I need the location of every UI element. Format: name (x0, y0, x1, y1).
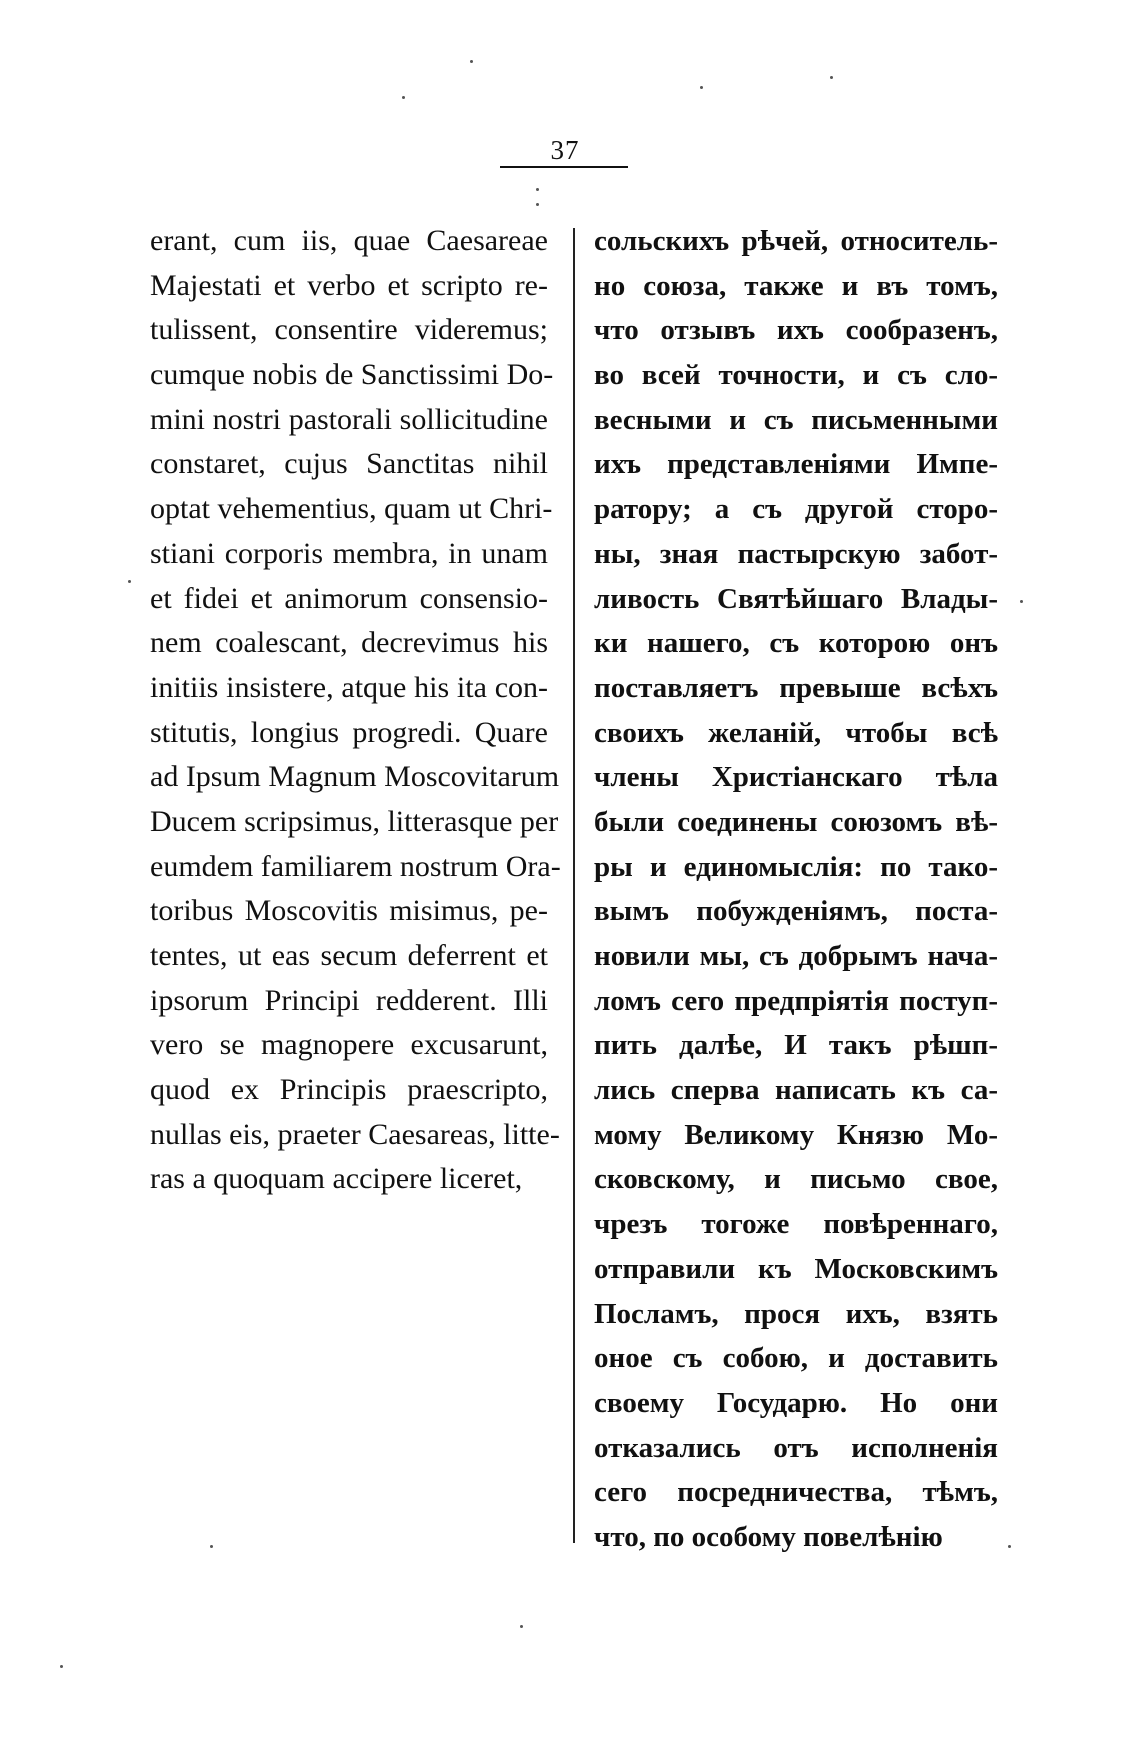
russian-text-line: ливость Святѣйшаго Влады- (594, 582, 998, 615)
russian-text-line: чрезъ тогоже повѣреннаго, (594, 1208, 998, 1241)
russian-text-line: ихъ представленіями Импе- (594, 448, 998, 481)
russian-text-line: пить далѣе, И такъ рѣшп- (594, 1029, 998, 1062)
russian-text-line: сольскихъ рѣчей, относитель- (594, 225, 998, 257)
russian-text-line: вымъ побужденіямъ, поста- (594, 895, 998, 928)
latin-text-line: tulissent, consentire videremus; (150, 313, 548, 347)
latin-text-line: constaret, cujus Sanctitas nihil (150, 447, 548, 481)
russian-text-line: Посламъ, прося ихъ, взять (594, 1297, 998, 1330)
russian-column (594, 219, 998, 1560)
russian-text-line: члены Христіанскаго тѣла (594, 761, 998, 794)
latin-text-line: tentes, ut eas secum deferrent et (150, 939, 548, 972)
russian-text-line: отправили къ Московскимъ (594, 1252, 998, 1285)
russian-text-line: ломъ сего предпріятія поступ- (594, 984, 998, 1017)
latin-text-line: mini nostri pastorali sollicitudine (150, 402, 548, 436)
latin-text-line: stitutis, longius progredi. Quare (150, 715, 548, 749)
latin-text-line: ipsorum Principi redderent. Illi (150, 983, 548, 1017)
russian-text-line: весными и съ письменными (594, 403, 998, 436)
russian-text-line: были соединены союзомъ вѣ- (594, 805, 998, 838)
latin-text-line: ras a quoquam accipere liceret, (150, 1162, 523, 1196)
header-rule (500, 166, 628, 168)
russian-text-line: оное съ собою, и доставить (594, 1342, 998, 1375)
page-number: 37 (550, 135, 580, 165)
latin-text-line: nullas eis, praeter Caesareas, litte- (150, 1117, 560, 1151)
russian-text-line: новили мы, съ добрымъ нача- (594, 940, 998, 972)
russian-text-line: что, по особому повелѣнію (594, 1520, 943, 1553)
russian-text-line: своихъ желаній, чтобы всѣ (594, 716, 998, 749)
latin-text-line: ad Ipsum Magnum Moscovitarum (150, 760, 560, 794)
latin-text-line: cumque nobis de Sanctissimi Do- (150, 358, 554, 392)
latin-text-line: Majestati et verbo et scripto re- (150, 268, 548, 302)
russian-text-line: лись сперва написать къ са- (594, 1074, 998, 1107)
russian-text-line: поставляетъ превыше всѣхъ (594, 671, 998, 704)
latin-text-line: nem coalescant, decrevimus his (150, 626, 548, 660)
russian-text-line: что отзывъ ихъ сообразенъ, (594, 314, 998, 347)
russian-text-line: но союза, также и въ томъ, (594, 269, 998, 302)
latin-text-line: erant, cum iis, quae Caesareae (150, 224, 548, 257)
latin-text-line: stiani corporis membra, in unam (150, 536, 548, 570)
latin-text-line: optat vehementius, quam ut Chri- (150, 492, 553, 526)
latin-text-line: eumdem familiarem nostrum Ora- (150, 849, 561, 883)
russian-text-line: ратору; а съ другой сторо- (594, 493, 998, 526)
russian-text-line: отказались отъ исполненія (594, 1431, 998, 1464)
latin-text-line: et fidei et animorum consensio- (150, 581, 548, 615)
latin-text-line: quod ex Principis praescripto, (150, 1073, 548, 1107)
latin-text-line: Ducem scripsimus, litterasque per (150, 804, 559, 838)
latin-column (150, 219, 561, 1202)
russian-text-line: мому Великому Князю Мо- (594, 1118, 998, 1151)
russian-text-line: ры и единомыслія: по тако- (594, 850, 998, 883)
russian-text-line: ки нашего, съ которою онъ (594, 627, 998, 660)
russian-text-line: сего посредничества, тѣмъ, (594, 1476, 998, 1509)
russian-text-line: сковскому, и письмо свое, (594, 1163, 998, 1196)
russian-text-line: своему Государю. Но они (594, 1386, 998, 1419)
russian-text-line: во всей точности, и съ сло- (594, 359, 998, 392)
russian-text-line: ны, зная пастырскую забот- (594, 537, 998, 570)
latin-text-line: vero se magnopere excusarunt, (150, 1028, 548, 1062)
column-divider (573, 228, 575, 1543)
latin-text-line: toribus Moscovitis misimus, pe- (150, 894, 548, 928)
latin-text-line: initiis insistere, atque his ita con- (150, 670, 548, 704)
